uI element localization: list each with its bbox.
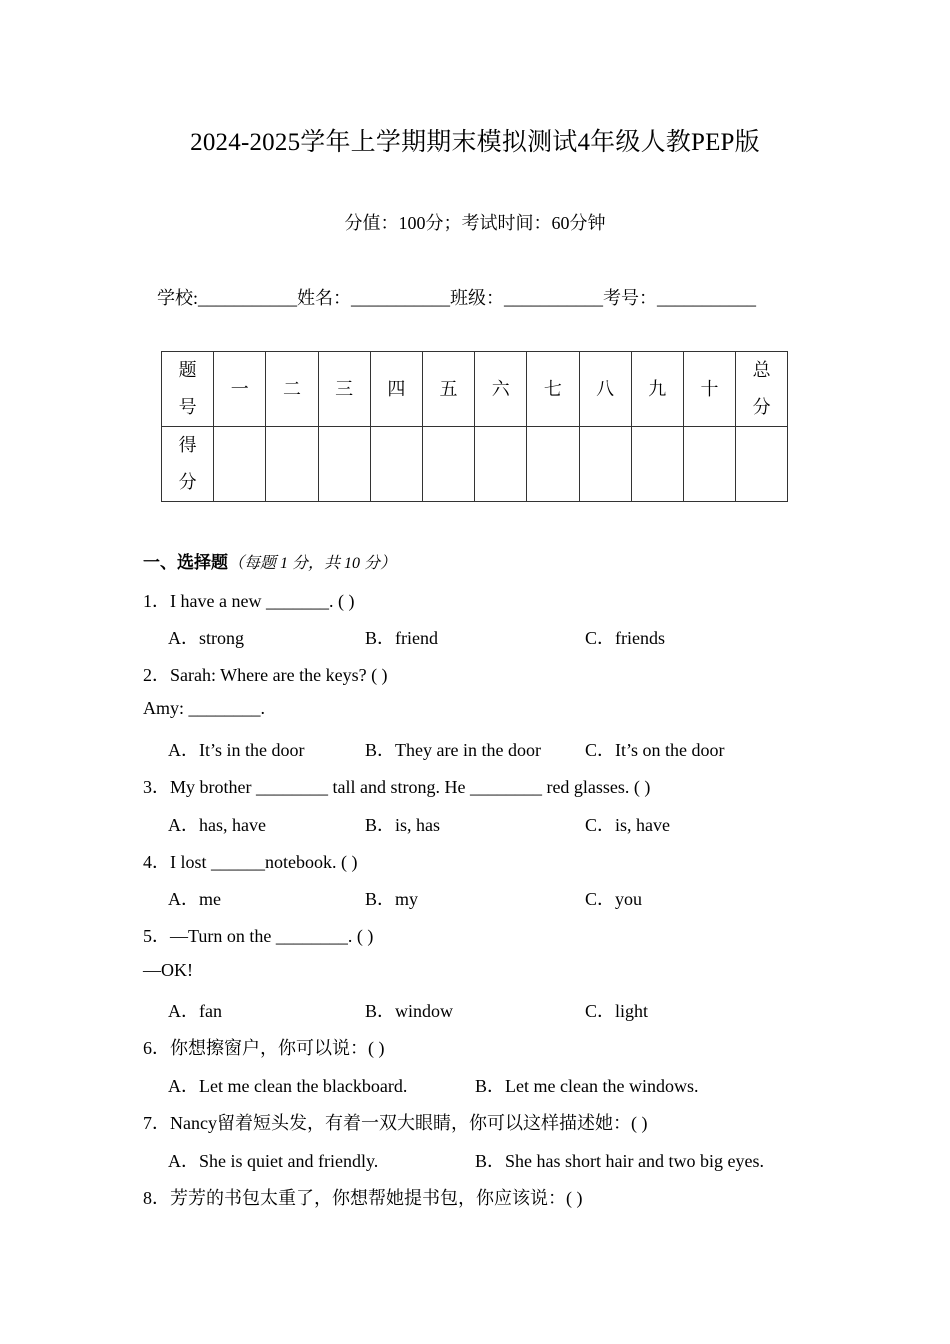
- row-label-score: 得 分: [162, 427, 214, 502]
- option-c[interactable]: C．It’s on the door: [585, 740, 725, 760]
- score-table-score-row: [162, 427, 788, 502]
- score-cell[interactable]: [266, 427, 318, 502]
- option-b[interactable]: B．friend: [365, 628, 438, 648]
- option-a[interactable]: A．fan: [168, 1001, 222, 1021]
- score-cell[interactable]: [475, 427, 527, 502]
- option-b[interactable]: B．is, has: [365, 815, 441, 835]
- score-cell[interactable]: [527, 427, 579, 502]
- score-cell[interactable]: [736, 427, 788, 502]
- option-b[interactable]: B．Let me clean the windows.: [475, 1076, 699, 1096]
- header-cell: 二: [266, 352, 318, 427]
- page-title: 2024-2025学年上学期期末模拟测试4年级人教PEP版: [190, 129, 760, 156]
- question-stem: 1．I have a new _______. ( ): [143, 591, 355, 611]
- header-cell: 五: [422, 352, 474, 427]
- question-stem: 7．Nancy留着短头发，有着一双大眼睛，你可以这样描述她：( ): [143, 1113, 648, 1133]
- option-c[interactable]: C．you: [585, 889, 643, 909]
- question-stem: 3．My brother ________ tall and strong. He ________ red glasses. ( ): [143, 777, 651, 797]
- header-cell-total: 总 分: [736, 352, 788, 427]
- question-stem: 6．你想擦窗户，你可以说：( ): [143, 1038, 385, 1058]
- header-cell: 十: [683, 352, 735, 427]
- score-cell[interactable]: [683, 427, 735, 502]
- option-a[interactable]: A．me: [168, 889, 221, 909]
- dialogue-line: —OK!: [143, 960, 193, 980]
- option-a[interactable]: A．has, have: [168, 815, 266, 835]
- option-c[interactable]: C．light: [585, 1001, 649, 1021]
- section-heading: 一、选择题（每题 1 分，共 10 分）: [143, 553, 397, 573]
- header-cell: 四: [370, 352, 422, 427]
- option-b[interactable]: B．my: [365, 889, 419, 909]
- header-cell: 九: [631, 352, 683, 427]
- option-a[interactable]: A．Let me clean the blackboard.: [168, 1076, 408, 1096]
- question-stem: 2．Sarah: Where are the keys? ( ): [143, 665, 388, 685]
- score-cell[interactable]: [214, 427, 266, 502]
- score-table-header-row: [162, 352, 788, 427]
- option-b[interactable]: B．She has short hair and two big eyes.: [475, 1151, 764, 1171]
- dialogue-line: Amy: ________.: [143, 698, 266, 718]
- header-cell-question-number: 题 号: [162, 352, 214, 427]
- score-cell[interactable]: [422, 427, 474, 502]
- option-b[interactable]: B．window: [365, 1001, 454, 1021]
- option-a[interactable]: A．She is quiet and friendly.: [168, 1151, 379, 1171]
- option-b[interactable]: B．They are in the door: [365, 740, 541, 760]
- score-cell[interactable]: [631, 427, 683, 502]
- option-c[interactable]: C．is, have: [585, 815, 670, 835]
- score-cell[interactable]: [579, 427, 631, 502]
- question-stem: 4．I lost ______notebook. ( ): [143, 852, 358, 872]
- header-cell: 三: [318, 352, 370, 427]
- question-stem: 8．芳芳的书包太重了，你想帮她提书包，你应该说：( ): [143, 1188, 583, 1208]
- header-cell: 八: [579, 352, 631, 427]
- option-a[interactable]: A．strong: [168, 628, 244, 648]
- option-c[interactable]: C．friends: [585, 628, 665, 648]
- header-cell: 七: [527, 352, 579, 427]
- header-cell: 一: [214, 352, 266, 427]
- question-stem: 5．—Turn on the ________. ( ): [143, 926, 374, 946]
- score-cell[interactable]: [318, 427, 370, 502]
- student-info-line: 学校:___________姓名：___________班级：___________考号：___________: [157, 288, 756, 308]
- option-a[interactable]: A．It’s in the door: [168, 740, 305, 760]
- exam-info-subtitle: 分值：100分；考试时间：60分钟: [344, 213, 606, 233]
- score-table: [161, 351, 788, 502]
- header-cell: 六: [475, 352, 527, 427]
- score-cell[interactable]: [370, 427, 422, 502]
